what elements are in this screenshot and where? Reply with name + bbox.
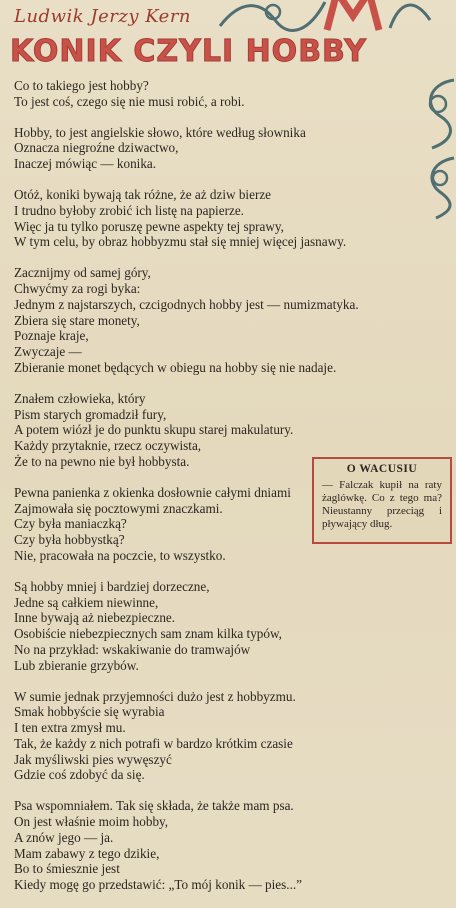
poem-line: Kiedy mogę go przedstawić: „To mój konik — pies...” bbox=[14, 877, 303, 893]
stanza bbox=[14, 125, 414, 172]
stanza bbox=[14, 265, 414, 376]
poem-line: Psa wspomniałem. Tak się składa, że także mam psa. bbox=[14, 798, 294, 814]
poem-line: Smak hobbyście się wyrabia bbox=[14, 704, 165, 720]
poem-line: Że to na pewno nie był hobbysta. bbox=[14, 453, 190, 469]
poem-line: Oznacza niegroźne dziwactwo, bbox=[14, 140, 179, 156]
poem-line: No na przykład: wskakiwanie do tramwajów bbox=[14, 641, 251, 657]
poem-line: Bo to śmiesznie jest bbox=[14, 861, 120, 877]
stanza bbox=[14, 689, 414, 784]
poem-line: Czy była maniaczką? bbox=[14, 516, 127, 532]
poem-line: Zacznijmy od samej góry, bbox=[14, 265, 151, 281]
sidebar-title: O WACUSIU bbox=[346, 463, 418, 475]
stanza bbox=[14, 187, 414, 250]
decorative-ornament-top-icon bbox=[215, 0, 435, 32]
stanza bbox=[14, 579, 414, 674]
stanza bbox=[14, 78, 414, 110]
poem-line: Jednym z najstarszych, czcigodnych hobby jest — numizmatyka. bbox=[14, 296, 359, 312]
poem-line: Nie, pracowała na poczcie, to wszystko. bbox=[14, 547, 226, 563]
poem-line: On jest właśnie moim hobby, bbox=[14, 814, 169, 830]
poem-line: Jak myśliwski pies wywęszyć bbox=[14, 751, 172, 767]
poem-line: Otóż, koniki bywają tak różne, że aż dziw bierze bbox=[14, 186, 272, 202]
poem-line: W tym celu, by obraz hobbyzmu stał się mniej więcej jasnawy. bbox=[14, 234, 347, 250]
poem-line: A znów jego — ja. bbox=[14, 829, 114, 845]
poem-line: A potem wiózł je do punktu skupu starej makulatury. bbox=[14, 422, 294, 438]
poem-line: Zwyczaje — bbox=[14, 344, 82, 360]
poem-line: Zbieranie monet będących w obiegu na hobby się nie nadaje. bbox=[14, 359, 337, 375]
poem-line: Inaczej mówiąc — konika. bbox=[14, 156, 157, 172]
poem-line: Poznaje kraje, bbox=[14, 328, 89, 344]
poem-line: W sumie jednak przyjemności dużo jest z hobbyzmu. bbox=[14, 688, 296, 704]
decorative-ornament-side-icon bbox=[418, 70, 456, 220]
poem-line: I ten extra zmysł mu. bbox=[14, 720, 126, 736]
poem-line: Gdzie coś zdobyć da się. bbox=[14, 767, 145, 783]
stanza bbox=[14, 798, 414, 893]
poem-line: Co to takiego jest hobby? bbox=[14, 78, 149, 93]
poem-line: I trudno byłoby zrobić ich listę na papierze. bbox=[14, 202, 244, 218]
poem-line: Jedne są całkiem niewinne, bbox=[14, 594, 159, 610]
sidebar-text: — Falczak kupił na raty żaglówkę. Co z tego ma? Nieustanny przeciąg i pływający dług. bbox=[322, 479, 442, 530]
poem-line: Mam zabawy z tego dzikie, bbox=[14, 845, 160, 861]
poem-line: Chwyćmy za rogi byka: bbox=[14, 280, 141, 296]
poem-line: Czy była hobbystką? bbox=[14, 532, 125, 548]
poem-line: Hobby, to jest angielskie słowo, które według słownika bbox=[14, 124, 306, 140]
poem-line: Lub zbieranie grzybów. bbox=[14, 657, 139, 673]
poem-line: Pewna panienka z okienka dosłownie całymi dniami bbox=[14, 484, 291, 500]
poem-line: Są hobby mniej i bardziej dorzeczne, bbox=[14, 578, 210, 594]
sidebar-box bbox=[312, 457, 452, 544]
poem-line: Każdy przytaknie, rzecz oczywista, bbox=[14, 438, 202, 454]
article-title: KONIK CZYLI HOBBY bbox=[10, 34, 368, 69]
poem-line: Znałem człowieka, który bbox=[14, 390, 146, 406]
poem-line: Zajmowała się pocztowymi znaczkami. bbox=[14, 500, 223, 516]
poem-line: Zbiera się stare monety, bbox=[14, 312, 140, 328]
poem-line: To jest coś, czego się nie musi robić, a robi. bbox=[14, 93, 245, 109]
poem-line: Tak, że każdy z nich potrafi w bardzo krótkim czasie bbox=[14, 735, 293, 751]
author-name: Ludwik Jerzy Kern bbox=[14, 6, 192, 27]
poem-line: Inne bywają aż niebezpieczne. bbox=[14, 610, 176, 626]
poem-line: Więc ja tu tylko poruszę pewne aspekty tej sprawy, bbox=[14, 218, 284, 234]
poem-line: Pism starych gromadził fury, bbox=[14, 406, 167, 422]
poem-line: Osobiście niebezpiecznych sam znam kilka typów, bbox=[14, 626, 282, 642]
